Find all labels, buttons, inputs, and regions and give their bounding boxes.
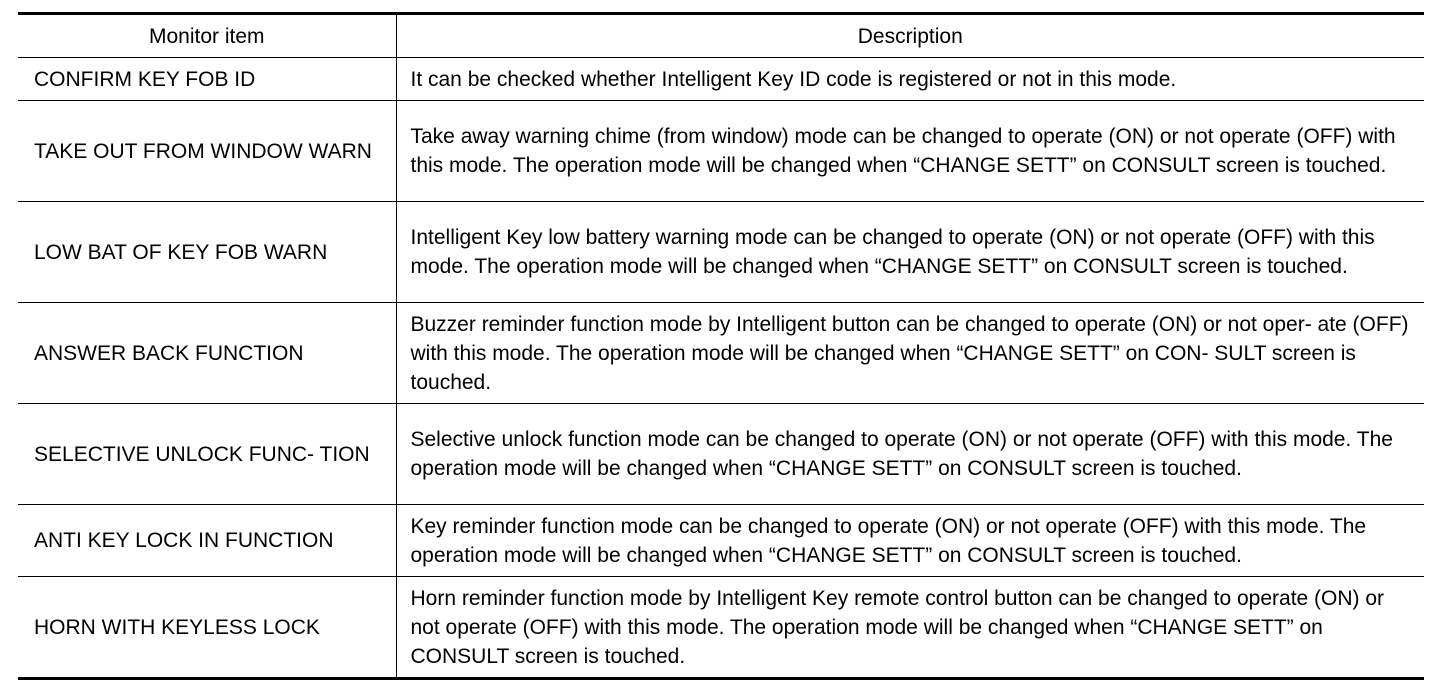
description-cell: It can be checked whether Intelligent Key ID code is registered or not in this mode. (396, 58, 1424, 101)
monitor-item-cell: SELECTIVE UNLOCK FUNC- TION (18, 404, 396, 505)
description-cell: Buzzer reminder function mode by Intelligent button can be changed to operate (ON) or not oper- ate (OFF) with this mode. The operation mode will be changed when “CHANGE SETT” on CON- SULT screen is touched. (396, 303, 1424, 404)
description-cell: Take away warning chime (from window) mode can be changed to operate (ON) or not operate (OFF) with this mode. The operation mode will be changed when “CHANGE SETT” on CONSULT screen is touched. (396, 101, 1424, 202)
description-cell: Horn reminder function mode by Intelligent Key remote control button can be changed to operate (ON) or not operate (OFF) with this mode. The operation mode will be changed when “CHANGE SETT” on CONSULT screen is touched. (396, 577, 1424, 679)
table-row (18, 58, 1424, 101)
header-monitor-item: Monitor item (18, 14, 396, 58)
table-row (18, 404, 1424, 505)
monitor-item-cell: TAKE OUT FROM WINDOW WARN (18, 101, 396, 202)
table-row (18, 202, 1424, 303)
monitor-item-cell: HORN WITH KEYLESS LOCK (18, 577, 396, 679)
description-cell: Key reminder function mode can be changed to operate (ON) or not operate (OFF) with this mode. The operation mode will be changed when “CHANGE SETT” on CONSULT screen is touched. (396, 505, 1424, 577)
monitor-item-cell: ANSWER BACK FUNCTION (18, 303, 396, 404)
header-description: Description (396, 14, 1424, 58)
header-row (18, 14, 1424, 58)
table-row (18, 101, 1424, 202)
monitor-item-cell: LOW BAT OF KEY FOB WARN (18, 202, 396, 303)
monitor-item-table-container (18, 12, 1424, 680)
description-cell: Intelligent Key low battery warning mode can be changed to operate (ON) or not operate (OFF) with this mode. The operation mode will be changed when “CHANGE SETT” on CONSULT screen is touched. (396, 202, 1424, 303)
monitor-item-table (18, 12, 1424, 680)
table-row (18, 577, 1424, 679)
monitor-item-cell: CONFIRM KEY FOB ID (18, 58, 396, 101)
monitor-item-cell: ANTI KEY LOCK IN FUNCTION (18, 505, 396, 577)
description-cell: Selective unlock function mode can be changed to operate (ON) or not operate (OFF) with this mode. The operation mode will be changed when “CHANGE SETT” on CONSULT screen is touched. (396, 404, 1424, 505)
table-row (18, 303, 1424, 404)
table-row (18, 505, 1424, 577)
